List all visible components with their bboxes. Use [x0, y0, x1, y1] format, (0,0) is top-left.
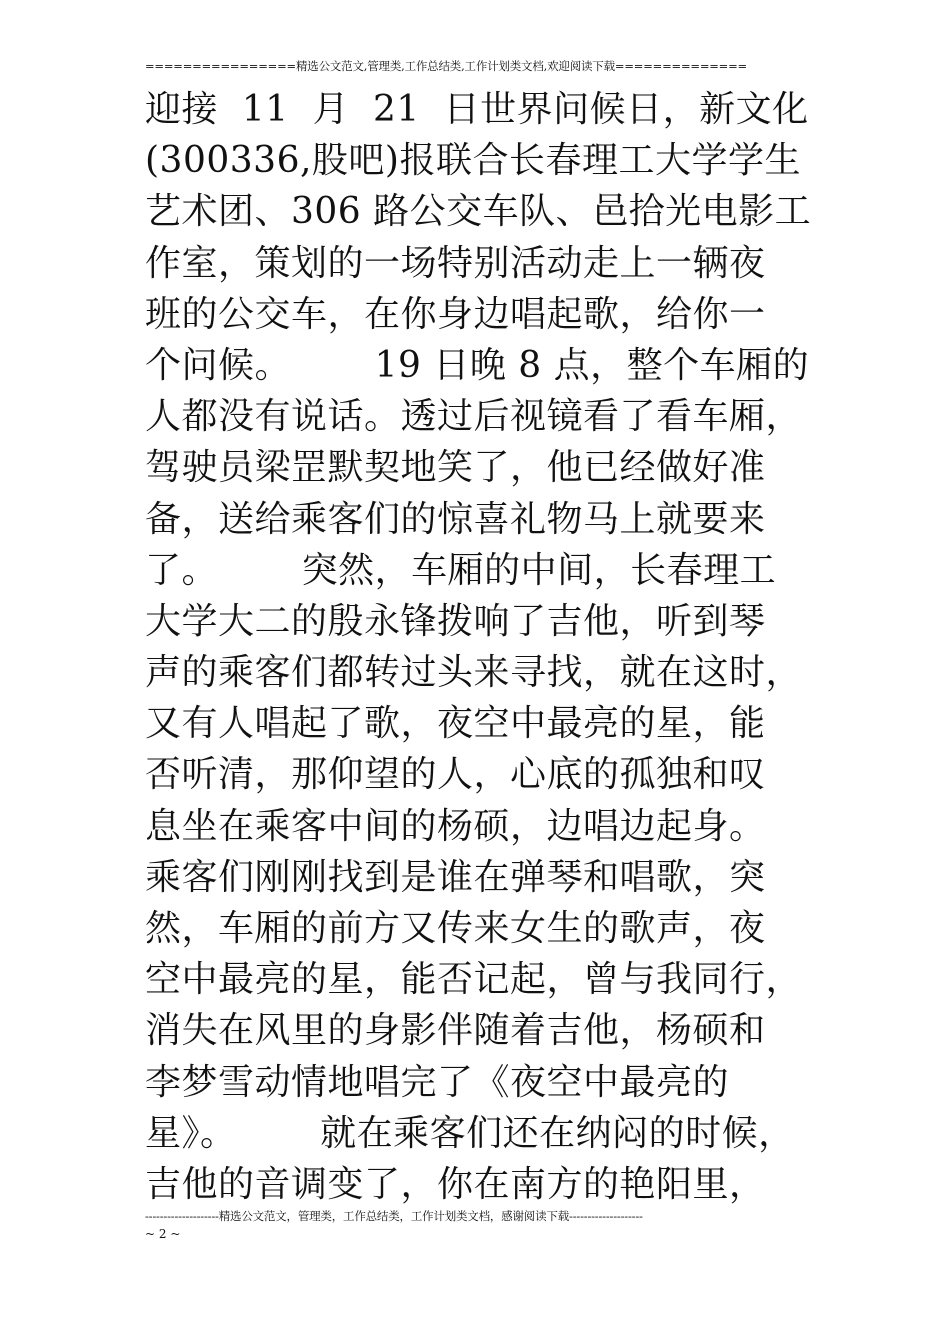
body-line: 作室，策划的一场特别活动走上一辆夜 — [145, 242, 766, 284]
body-line: 又有人唱起了歌，夜空中最亮的星，能 — [145, 703, 766, 745]
body-line: 消失在风里的身影伴随着吉他，杨硕和 — [145, 1010, 766, 1052]
body-line: 驾驶员梁罡默契地笑了，他已经做好准 — [145, 447, 766, 489]
body-line: 个问候。 19 日晚 8 点，整个车厢的 — [145, 344, 810, 386]
body-line: 大学大二的殷永锋拨响了吉他，听到琴 — [145, 600, 766, 642]
body-line: 声的乘客们都转过头来寻找，就在这时， — [145, 652, 803, 694]
body-line: 星》。 就在乘客们还在纳闷的时候， — [145, 1112, 795, 1154]
body-line: 李梦雪动情地唱完了《夜空中最亮的 — [145, 1061, 730, 1103]
body-line: 艺术团、306 路公交车队、邑拾光电影工 — [145, 191, 812, 233]
body-line: 空中最亮的星，能否记起，曾与我同行， — [145, 959, 803, 1001]
body-line: 息坐在乘客中间的杨硕，边唱边起身。 — [145, 805, 766, 847]
body-line: (300336,股吧)报联合长春理工大学学生 — [145, 140, 801, 182]
page-footer: --------------------精选公文范文，管理类，工作总结类，工作计划类文档，感谢阅读下载-------------------- — [145, 1209, 643, 1223]
body-line: 然，车厢的前方又传来女生的歌声，夜 — [145, 908, 766, 949]
document-body — [145, 84, 815, 1210]
body-line: 吉他的音调变了，你在南方的艳阳里， — [145, 1163, 766, 1205]
body-line: 否听清，那仰望的人，心底的孤独和叹 — [145, 754, 766, 796]
body-line: 备，送给乘客们的惊喜礼物马上就要来 — [145, 498, 766, 540]
body-line: 迎接 11 月 21 日世界问候日，新文化 — [145, 89, 809, 130]
body-line: 了。 突然，车厢的中间，长春理工 — [145, 549, 777, 591]
body-line: 乘客们刚刚找到是谁在弹琴和唱歌，突 — [145, 856, 766, 898]
page-number: ~ 2 ~ — [145, 1227, 181, 1241]
body-line: 班的公交车，在你身边唱起歌，给你一 — [145, 293, 766, 335]
page-header: ================精选公文范文,管理类,工作总结类,工作计划类文档,欢迎阅读下载============== — [145, 59, 747, 73]
body-line: 人都没有说话。透过后视镜看了看车厢， — [145, 396, 803, 438]
